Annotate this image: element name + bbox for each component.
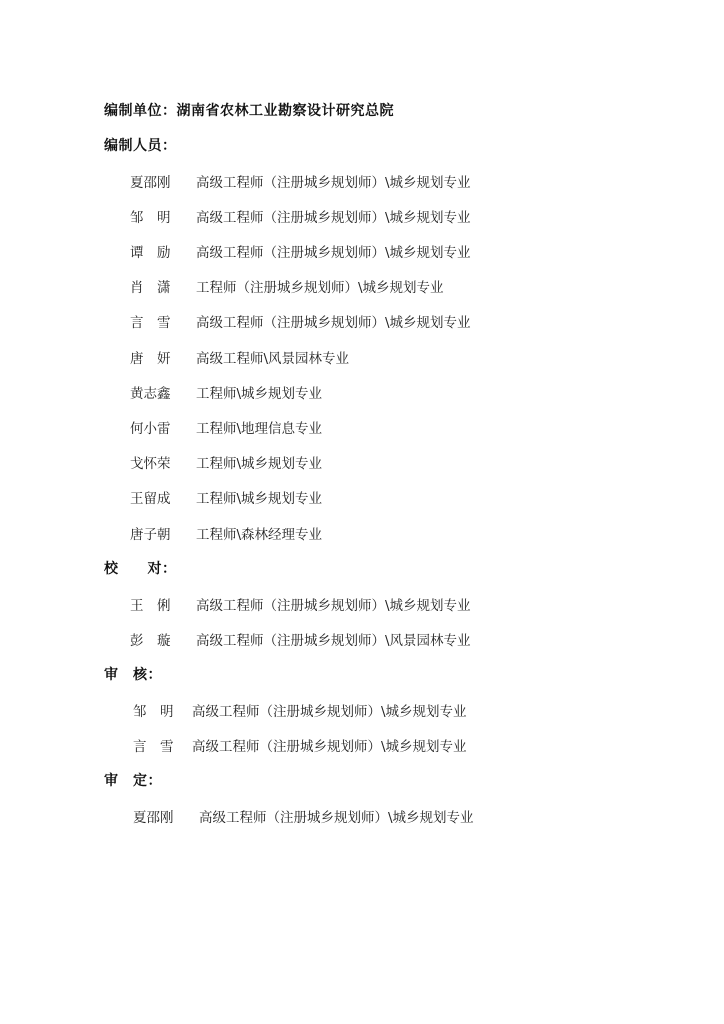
staff-title: 工程师（注册城乡规划师）\城乡规划专业: [196, 280, 444, 296]
compilers-heading: 编制人员：: [104, 138, 177, 154]
proofreading-heading: 校 对：: [104, 561, 177, 577]
review-heading: 审 核：: [104, 667, 162, 683]
staff-title: 工程师\城乡规划专业: [196, 456, 323, 472]
staff-title: 工程师\城乡规划专业: [196, 386, 323, 402]
staff-name: 戈怀荣: [130, 456, 171, 472]
staff-name: 邹 明: [130, 210, 171, 226]
staff-name: 唐子朝: [130, 527, 171, 543]
staff-title: 工程师\森林经理专业: [196, 527, 323, 543]
staff-title: 高级工程师\风景园林专业: [196, 351, 350, 367]
staff-name: 言 雪: [133, 739, 174, 755]
staff-name: 夏邵刚: [133, 810, 174, 826]
staff-title: 工程师\城乡规划专业: [196, 491, 323, 507]
staff-title: 高级工程师（注册城乡规划师）\城乡规划专业: [199, 810, 474, 826]
staff-title: 高级工程师（注册城乡规划师）\城乡规划专业: [192, 739, 467, 755]
staff-title: 工程师\地理信息专业: [196, 421, 323, 437]
staff-title: 高级工程师（注册城乡规划师）\城乡规划专业: [196, 210, 471, 226]
staff-name: 肖 潇: [130, 280, 171, 296]
staff-name: 何小雷: [130, 421, 171, 437]
staff-name: 王留成: [130, 491, 171, 507]
staff-title: 高级工程师（注册城乡规划师）\城乡规划专业: [196, 175, 471, 191]
staff-title: 高级工程师（注册城乡规划师）\城乡规划专业: [196, 315, 471, 331]
compiling-unit-line: 编制单位：湖南省农林工业勘察设计研究总院: [104, 103, 394, 119]
staff-name: 黄志鑫: [130, 386, 171, 402]
staff-title: 高级工程师（注册城乡规划师）\风景园林专业: [196, 633, 471, 649]
staff-name: 邹 明: [133, 704, 174, 720]
staff-title: 高级工程师（注册城乡规划师）\城乡规划专业: [192, 704, 467, 720]
staff-name: 王 俐: [130, 598, 171, 614]
approval-heading: 审 定：: [104, 773, 162, 789]
staff-title: 高级工程师（注册城乡规划师）\城乡规划专业: [196, 245, 471, 261]
staff-name: 唐 妍: [130, 351, 171, 367]
staff-name: 言 雪: [130, 315, 171, 331]
staff-title: 高级工程师（注册城乡规划师）\城乡规划专业: [196, 598, 471, 614]
staff-name: 彭 璇: [130, 633, 171, 649]
staff-name: 夏邵刚: [130, 175, 171, 191]
staff-name: 谭 励: [130, 245, 171, 261]
